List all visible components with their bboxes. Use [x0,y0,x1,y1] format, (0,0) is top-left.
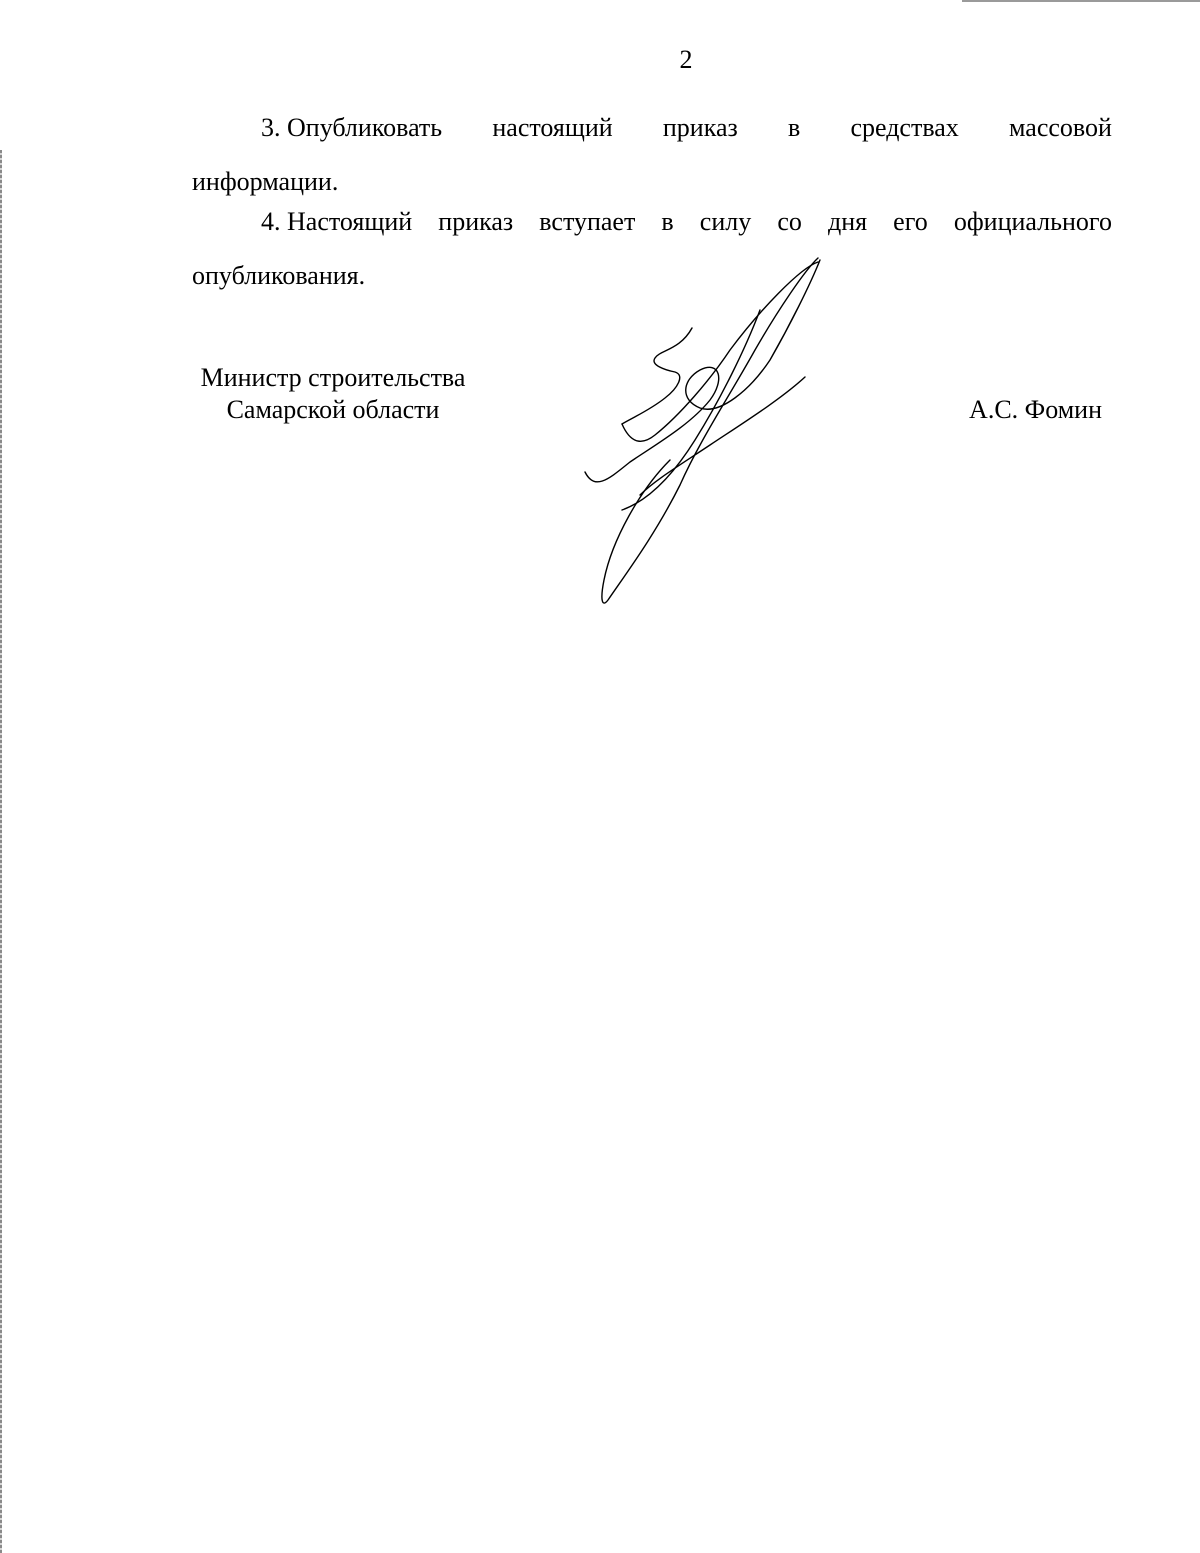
word: настоящий [492,113,613,142]
signer-position [192,362,474,426]
scan-left-edge [0,150,2,1553]
word: его [893,207,928,236]
word: со [777,207,802,236]
signer-position-line-2: Самарской области [226,395,440,424]
word: средствах [850,113,959,142]
word: в [661,207,674,236]
signer-position-line-1: Министр строительства [200,363,466,392]
word: дня [827,207,868,236]
word: в [787,113,801,142]
paragraph-3 [192,101,1112,209]
signer-name: А.С. Фомин [969,395,1102,424]
signature-stroke [622,310,760,510]
word: официального [953,207,1112,236]
scan-top-edge [962,0,1200,2]
handwritten-signature-icon [560,240,860,620]
signature-stroke [602,258,818,603]
signature-stroke [622,262,818,441]
signature-stroke [585,260,820,482]
paragraph-3-first-line [192,101,1112,155]
word: приказ [662,113,738,142]
word: 4. Настоящий [261,207,413,236]
paragraph-4-rest: опубликования. [192,261,366,290]
paragraph-3-rest: информации. [192,167,339,196]
page-number: 2 [679,45,693,74]
word: 3. Опубликовать [261,113,443,142]
signature-stroke [640,377,805,495]
word: вступает [539,207,636,236]
word: приказ [438,207,514,236]
word: силу [699,207,752,236]
word: массовой [1009,113,1112,142]
